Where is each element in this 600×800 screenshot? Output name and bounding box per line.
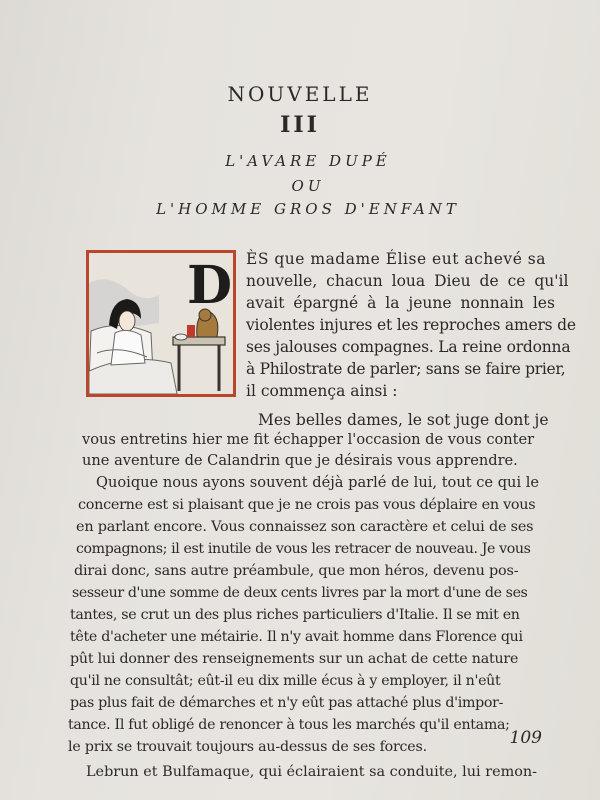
text-line: ÈS que madame Élise eut achevé sa: [246, 250, 546, 268]
title-line-1: L'AVARE DUPÉ: [225, 152, 391, 170]
title-line-3: L'HOMME GROS D'ENFANT: [156, 200, 460, 218]
text-line: pas plus fait de démarches et n'y eût pas attaché plus d'impor-: [70, 695, 504, 711]
text-line: le prix se trouvait toujours au-dessus de ses forces.: [68, 739, 427, 755]
text-line: une aventure de Calandrin que je désirais vous apprendre.: [82, 452, 518, 469]
text-line: Mes belles dames, le sot juge dont je: [258, 411, 549, 429]
text-line: qu'il ne consultât; eût-il eu dix mille écus à y employer, il n'eût: [70, 673, 501, 689]
text-line: il commença ainsi :: [246, 382, 398, 400]
text-line: à Philostrate de parler; sans se faire prier,: [246, 360, 566, 378]
text-line: Lebrun et Bulfamaque, qui éclairaient sa conduite, lui remon-: [86, 764, 538, 780]
drop-cap-letter: D: [187, 255, 233, 316]
text-line: violentes injures et les reproches amers de: [246, 316, 576, 334]
text-line: tance. Il fut obligé de renoncer à tous les marchés qu'il entama;: [68, 717, 510, 733]
text-line: compagnons; il est inutile de vous les retracer de nouveau. Je vous: [76, 541, 531, 557]
text-line: dirai donc, sans autre préambule, que mon héros, devenu pos-: [74, 563, 519, 579]
text-line: en parlant encore. Vous connaissez son caractère et celui de ses: [76, 519, 534, 535]
text-line: vous entretins hier me fit échapper l'occasion de vous conter: [82, 431, 535, 448]
text-line: tête d'acheter une métairie. Il n'y avait homme dans Florence qui: [70, 629, 523, 645]
text-line: Quoique nous ayons souvent déjà parlé de lui, tout ce qui le: [96, 474, 540, 491]
text-line: nouvelle, chacun loua Dieu de ce qu'il: [246, 272, 569, 290]
text-line: sesseur d'une somme de deux cents livres par la mort d'une de ses: [72, 585, 528, 601]
title-line-2: OU: [291, 177, 325, 195]
text-line: ses jalouses compagnes. La reine ordonna: [246, 338, 571, 356]
section-heading: NOUVELLE: [227, 82, 373, 106]
text-line: avait épargné à la jeune nonnain les: [246, 294, 555, 312]
text-line: pût lui donner des renseignements sur un achat de cette nature: [70, 651, 519, 667]
text-line: tantes, se crut un des plus riches particuliers d'Italie. Il se mit en: [70, 607, 520, 623]
page-number: 109: [509, 728, 542, 748]
text-line: concerne est si plaisant que je ne crois pas vous déplaire en vous: [78, 497, 536, 513]
section-number: III: [280, 112, 320, 138]
illustrated-drop-cap: [86, 250, 236, 397]
